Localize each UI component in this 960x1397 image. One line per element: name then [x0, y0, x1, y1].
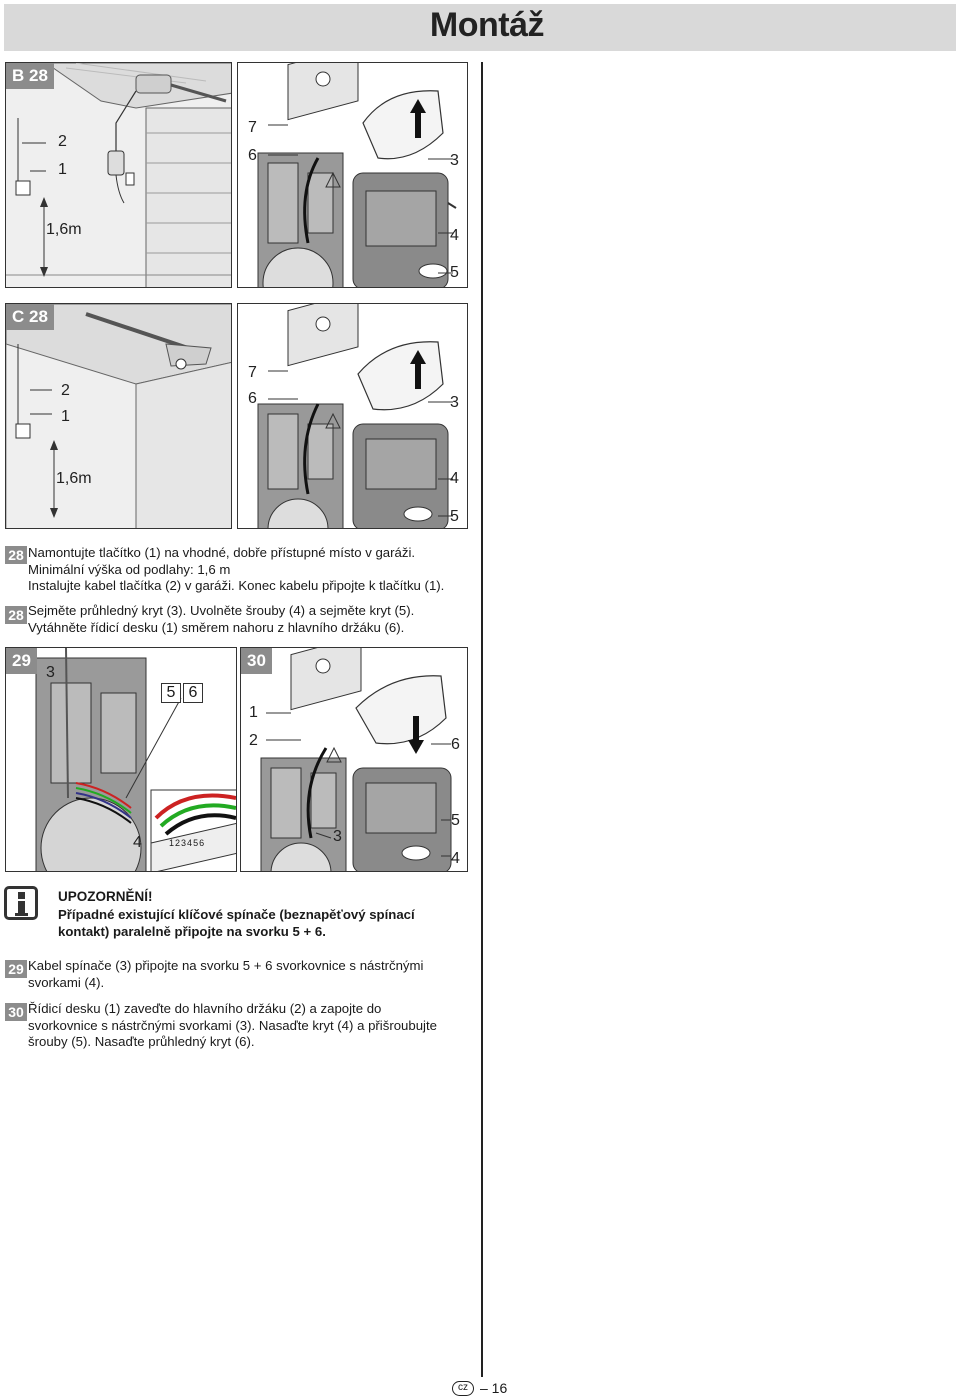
panel-c28-garage	[5, 303, 232, 529]
step-29-line-1: Kabel spínače (3) připojte na svorku 5 + 6 svorkovnice s nástrčnými	[28, 958, 424, 973]
callout-7: 7	[248, 364, 257, 381]
step-28b-line-2: Vytáhněte řídicí desku (1) směrem nahoru z hlavního držáku (6).	[28, 619, 405, 635]
step-30-line-1: Řídicí desku (1) zaveďte do hlavního držáku (2) a zapojte do	[28, 1001, 382, 1016]
terminal-number: 3	[181, 838, 187, 848]
callout-2: 2	[249, 732, 258, 749]
callout-7: 7	[248, 119, 257, 136]
column-divider	[481, 62, 483, 1377]
terminal-box-6: 6	[183, 683, 203, 703]
callout-6: 6	[248, 147, 257, 164]
step-30-line-3: šrouby (5). Nasaďte průhledný kryt (6).	[28, 1034, 255, 1049]
terminal-number: 4	[187, 838, 193, 848]
step-29-text	[28, 958, 478, 991]
callout-4: 4	[133, 834, 142, 851]
step-28-text	[28, 545, 478, 595]
garage-illustration-c28	[6, 304, 232, 529]
callout-6: 6	[451, 736, 460, 753]
step-28-line-2: Minimální výška od podlahy: 1,6 m	[28, 561, 231, 577]
step-30-text	[28, 1001, 478, 1051]
step-30-line-2: svorkovnice s nástrčnými svorkami (3). Nasaďte kryt (4) a přišroubujte	[28, 1017, 437, 1033]
callout-4: 4	[450, 227, 459, 244]
step-badge-29: 29	[5, 960, 27, 978]
step-badge-28: 28	[5, 546, 27, 564]
step-28b-line-1: Sejměte průhledný kryt (3). Uvolněte šrouby (4) a sejměte kryt (5).	[28, 603, 415, 618]
figure-tag-30: 30	[241, 648, 272, 674]
terminal-strip	[169, 838, 204, 848]
callout-4: 4	[451, 850, 460, 867]
board-insertion-illustration	[241, 648, 468, 872]
panel-30	[240, 647, 468, 872]
callout-3: 3	[450, 152, 459, 169]
callout-3: 3	[450, 394, 459, 411]
callout-1: 1	[61, 408, 70, 425]
page-footer	[452, 1380, 507, 1396]
figure-tag-29: 29	[6, 648, 37, 674]
callout-4: 4	[450, 470, 459, 487]
garage-illustration-b28	[6, 63, 232, 288]
callout-2: 2	[58, 133, 67, 150]
step-29-line-2: svorkami (4).	[28, 974, 105, 990]
page-number: – 16	[480, 1380, 508, 1396]
terminal-box-5: 5	[161, 683, 181, 703]
control-board-illustration-c28	[238, 304, 468, 529]
panel-29	[5, 647, 237, 872]
callout-3: 3	[333, 828, 342, 845]
panel-c28-detail	[237, 303, 468, 529]
info-icon	[4, 886, 38, 920]
page-title: Montáž	[429, 6, 544, 44]
terminal-number: 2	[175, 838, 181, 848]
callout-6: 6	[248, 390, 257, 407]
panel-b28-detail	[237, 62, 468, 288]
control-board-illustration-b28	[238, 63, 468, 288]
callout-2: 2	[61, 382, 70, 399]
callout-5: 5	[450, 264, 459, 281]
step-badge-28b: 28	[5, 606, 27, 624]
warning-title: UPOZORNĚNÍ!	[58, 889, 153, 904]
callout-5: 5	[451, 812, 460, 829]
callout-3: 3	[46, 664, 55, 681]
step-28-line-1: Namontujte tlačítko (1) na vhodné, dobře přístupné místo v garáži.	[28, 545, 416, 560]
callout-1: 1	[58, 161, 67, 178]
terminal-number: 6	[199, 838, 205, 848]
height-label: 1,6m	[46, 221, 82, 238]
terminal-number: 1	[169, 838, 175, 848]
callout-1: 1	[249, 704, 258, 721]
step-badge-30: 30	[5, 1003, 27, 1021]
warning-text: Případné existující klíčové spínače (beznapěťový spínací kontakt) paralelně připojte na svorku 5 + 6.	[58, 907, 415, 939]
terminal-number: 5	[193, 838, 199, 848]
height-label: 1,6m	[56, 470, 92, 487]
panel-b28-garage	[5, 62, 232, 288]
figure-tag-c28: C 28	[6, 304, 54, 330]
figure-tag-b28: B 28	[6, 63, 54, 89]
callout-5: 5	[450, 508, 459, 525]
step-28b-text	[28, 603, 478, 636]
language-badge: cz	[452, 1381, 474, 1396]
step-28-line-3: Instalujte kabel tlačítka (2) v garáži. Konec kabelu připojte k tlačítku (1).	[28, 578, 445, 593]
